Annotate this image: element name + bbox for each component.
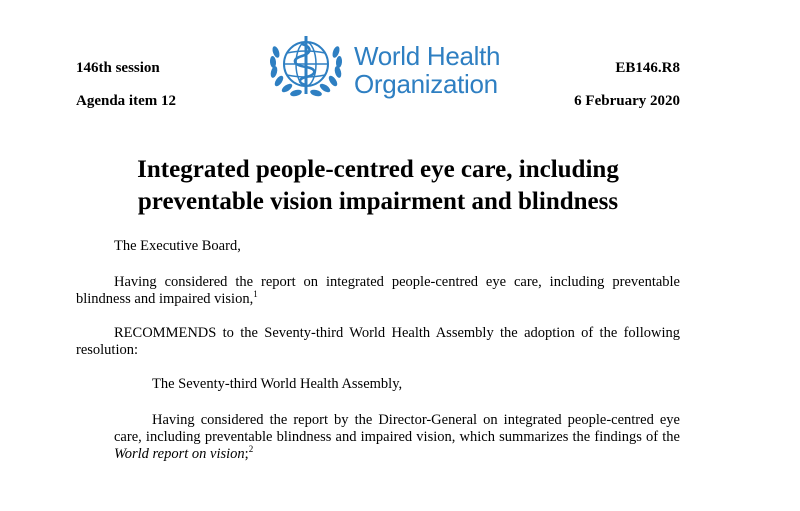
report-title: World report on vision <box>114 446 245 462</box>
logo-line-1: World Health <box>354 41 501 71</box>
paragraph-report-director-general: Having considered the report by the Director-General on integrated people-centred eye care, including preventable blindness and impaired vision, which summarizes the findings of the World report on vision;$^2$ <box>114 412 680 462</box>
who-logo <box>266 30 506 104</box>
session-label: 146th session <box>76 60 160 76</box>
footnote-ref-2: 2 <box>248 444 254 454</box>
footnote-ref-1: 1 <box>253 289 258 299</box>
paragraph-recommends: RECOMMENDS to the Seventy-third World Health Assembly the adoption of the following resolution: <box>76 325 680 358</box>
document-number: EB146.R8 <box>615 60 680 76</box>
paragraph-executive-board: The Executive Board, <box>114 238 241 254</box>
title-line-1: Integrated people-centred eye care, including <box>137 156 619 183</box>
who-emblem-icon <box>266 30 346 104</box>
agenda-item-label: Agenda item 12 <box>76 93 176 109</box>
logo-line-2: Organization <box>354 69 498 99</box>
who-logo-text <box>354 42 500 98</box>
page-title <box>76 154 680 218</box>
document-date: 6 February 2020 <box>574 93 680 109</box>
title-line-2: preventable vision impairment and blindness <box>137 188 619 215</box>
paragraph-having-considered: Having considered the report on integrated people-centred eye care, including preventable blindness and impaired vision,$^1$ <box>76 274 680 307</box>
paragraph-assembly: The Seventy-third World Health Assembly, <box>152 376 403 392</box>
